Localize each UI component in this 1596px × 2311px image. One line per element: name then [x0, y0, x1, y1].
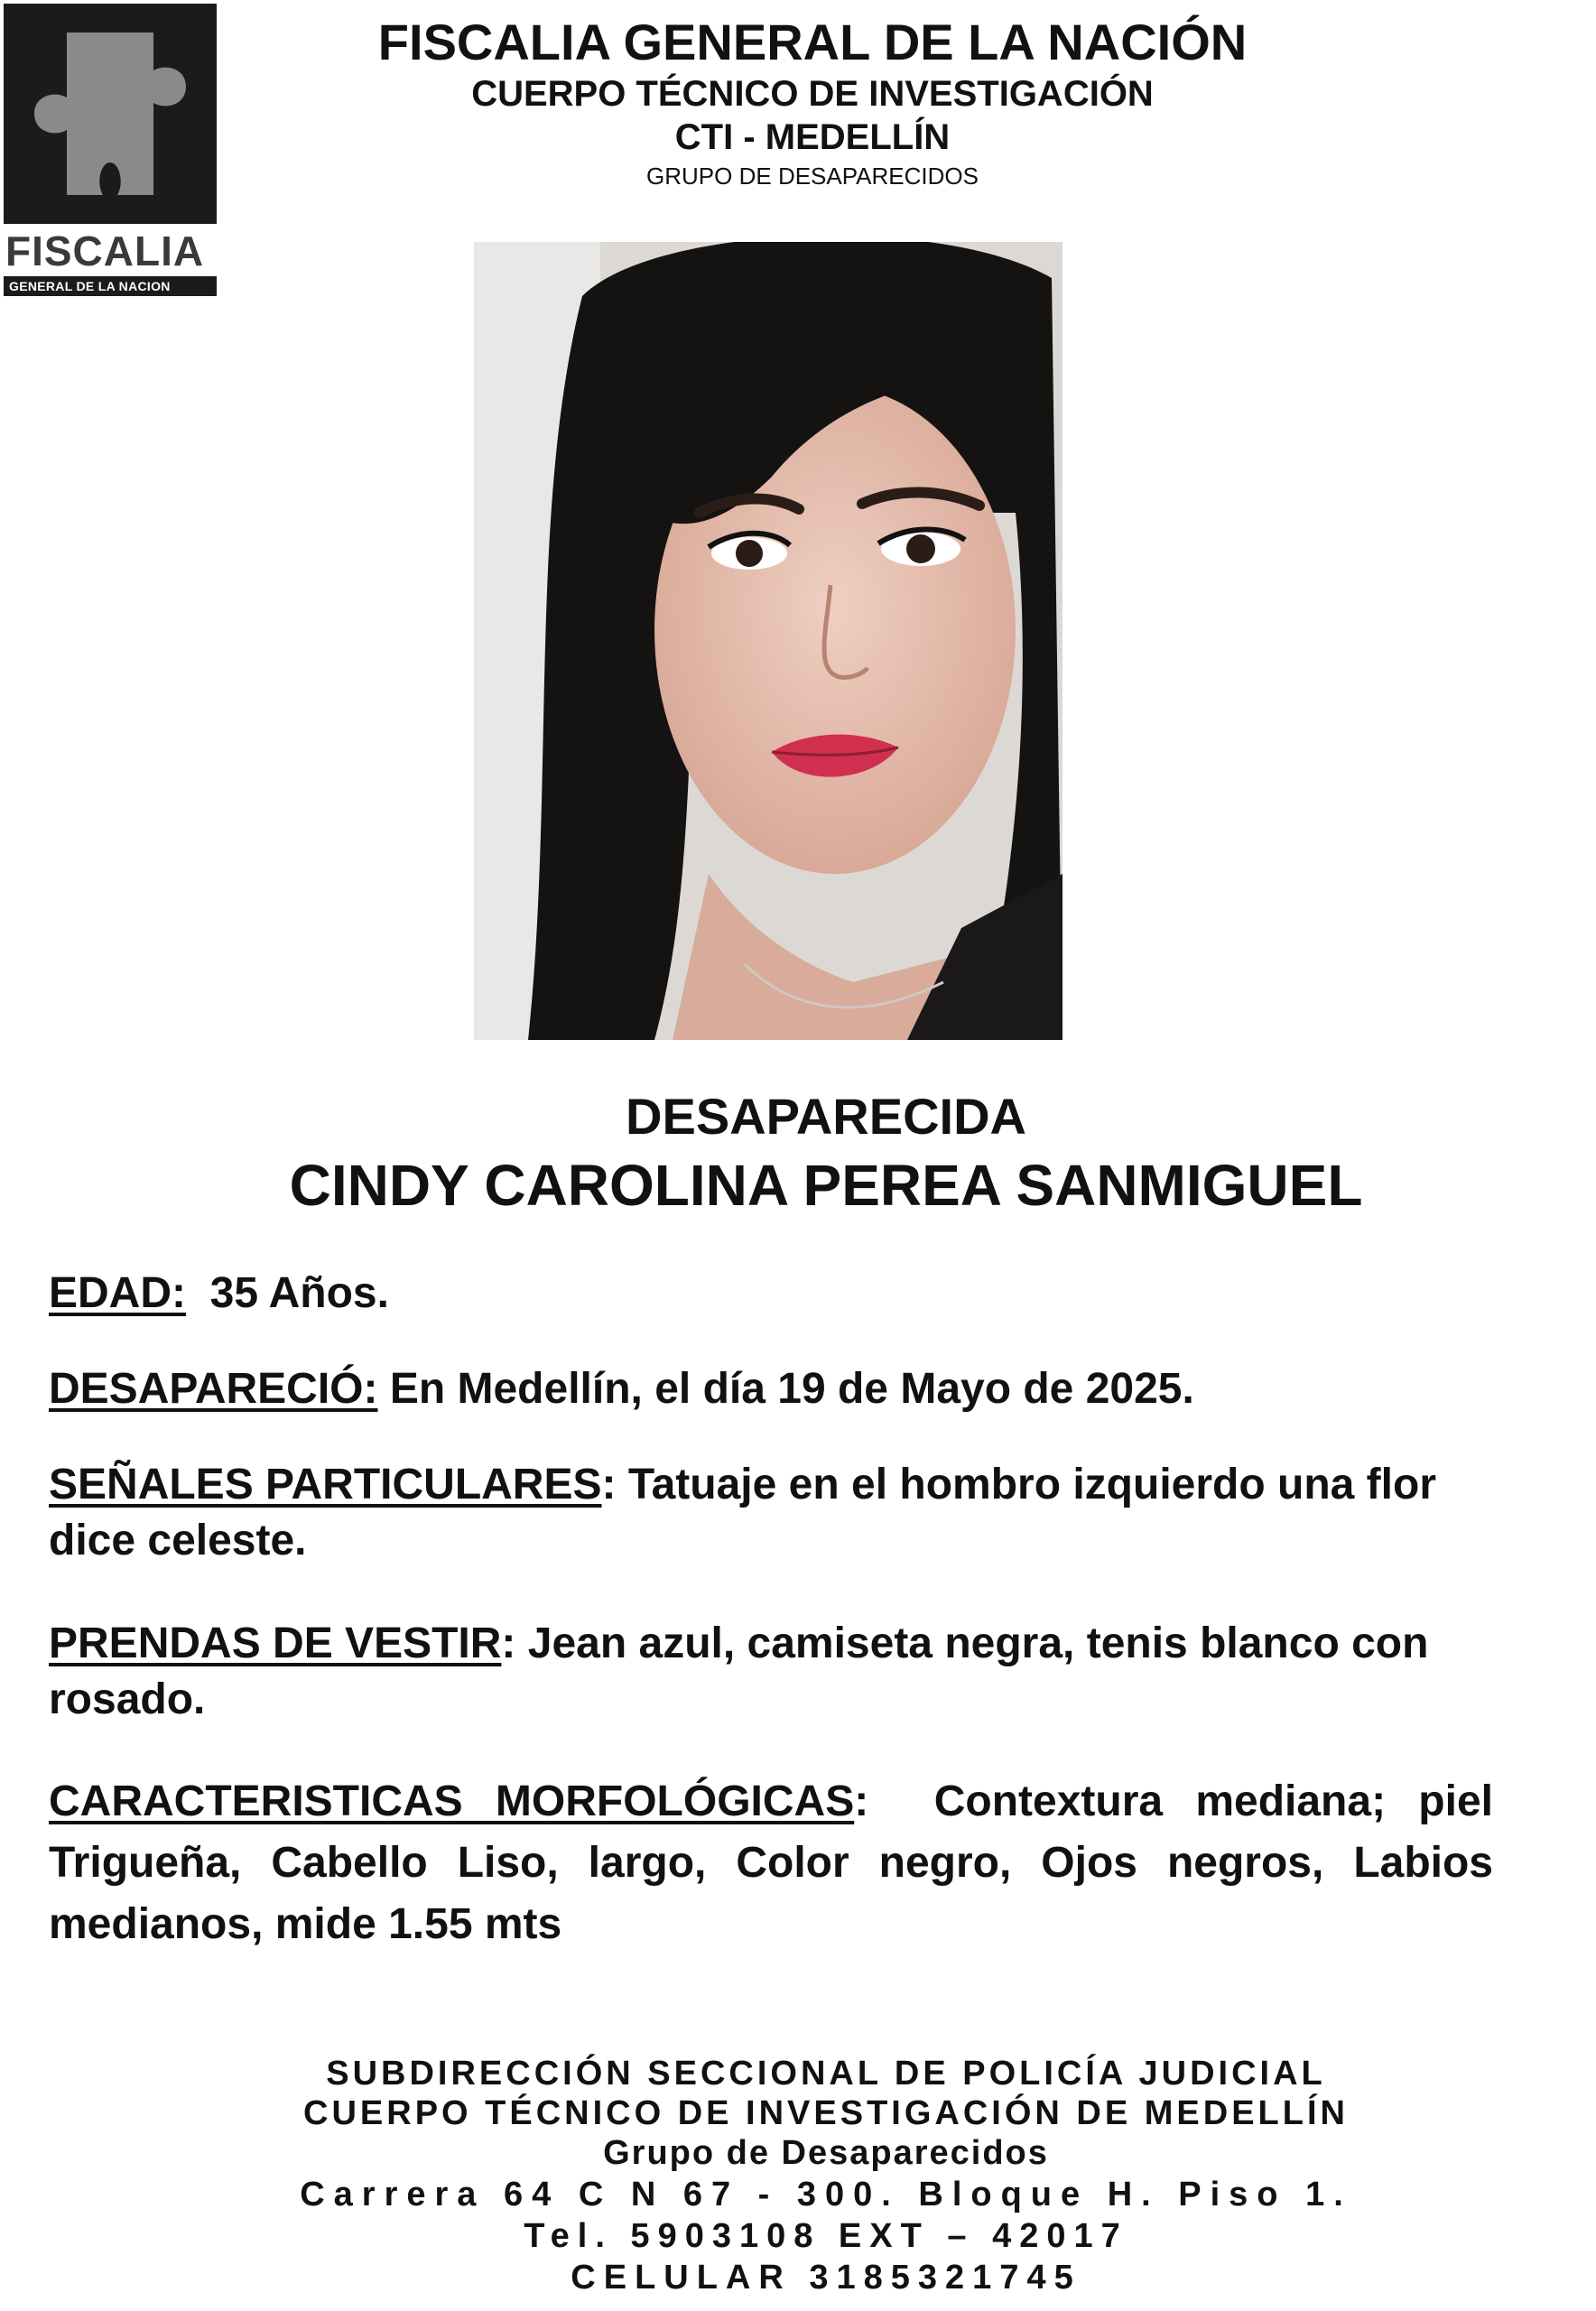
marks-value: Tatuaje en el hombro izquierdo una flor dice celeste.: [49, 1461, 1436, 1564]
marks-row: SEÑALES PARTICULARES: Tatuaje en el hombro izquierdo una flor dice celeste.: [49, 1461, 1436, 1564]
person-name: CINDY CAROLINA PEREA SANMIGUEL: [289, 1153, 1363, 1218]
age-row: [49, 1266, 1493, 1322]
disappeared-value: En Medellín, el día 19 de Mayo de 2025.: [389, 1365, 1194, 1413]
logo-emblem: [4, 4, 217, 224]
age-value: 35 Años.: [209, 1269, 389, 1317]
morphology-label: CARACTERISTICAS MORFOLÓGICAS: [49, 1777, 855, 1825]
logo-subtitle: GENERAL DE LA NACION: [4, 276, 217, 296]
footer-address: Carrera 64 C N 67 - 300. Bloque H. Piso 1.: [300, 2176, 1352, 2214]
footer-group: Grupo de Desaparecidos: [603, 2134, 1049, 2172]
morphology-value: Contextura mediana; piel Trigueña, Cabello Liso, largo, Color negro, Ojos negros, Labios medianos, mide 1.55 mts: [49, 1777, 1493, 1948]
header-group: GRUPO DE DESAPARECIDOS: [646, 162, 979, 190]
portrait-illustration: [474, 242, 1062, 1040]
age-label: EDAD:: [49, 1269, 186, 1317]
fiscalia-logo: [4, 4, 217, 303]
header-department: CUERPO TÉCNICO DE INVESTIGACIÓN: [471, 74, 1154, 114]
footer-department: CUERPO TÉCNICO DE INVESTIGACIÓN DE MEDELLÍN: [303, 2094, 1349, 2132]
status-title: DESAPARECIDA: [626, 1088, 1026, 1145]
morphology-row: CARACTERISTICAS MORFOLÓGICAS: Contextura mediana; piel Trigueña, Cabello Liso, largo, Color negro, Ojos negros, Labios medianos, mide 1.55 mts: [49, 1777, 1493, 1948]
missing-person-photo: [474, 242, 1062, 1040]
footer-subdirection: SUBDIRECCIÓN SECCIONAL DE POLICÍA JUDICIAL: [326, 2055, 1326, 2093]
clothes-row: PRENDAS DE VESTIR: Jean azul, camiseta negra, tenis blanco con rosado.: [49, 1620, 1429, 1723]
footer-mobile: CELULAR 3185321745: [571, 2259, 1081, 2297]
header-unit: CTI - MEDELLÍN: [674, 117, 951, 157]
header-institution: FISCALIA GENERAL DE LA NACIÓN: [377, 14, 1248, 70]
disappeared-row: [49, 1361, 1493, 1417]
clothes-label: PRENDAS DE VESTIR: [49, 1620, 502, 1667]
logo-wordmark: FISCALIA: [5, 227, 205, 274]
footer-phone: Tel. 5903108 EXT – 42017: [524, 2217, 1128, 2255]
clothes-value: Jean azul, camiseta negra, tenis blanco con rosado.: [49, 1620, 1429, 1723]
marks-label: SEÑALES PARTICULARES: [49, 1461, 602, 1508]
disappeared-label: DESAPARECIÓ:: [49, 1365, 378, 1413]
puzzle-piece-icon: [31, 23, 190, 204]
